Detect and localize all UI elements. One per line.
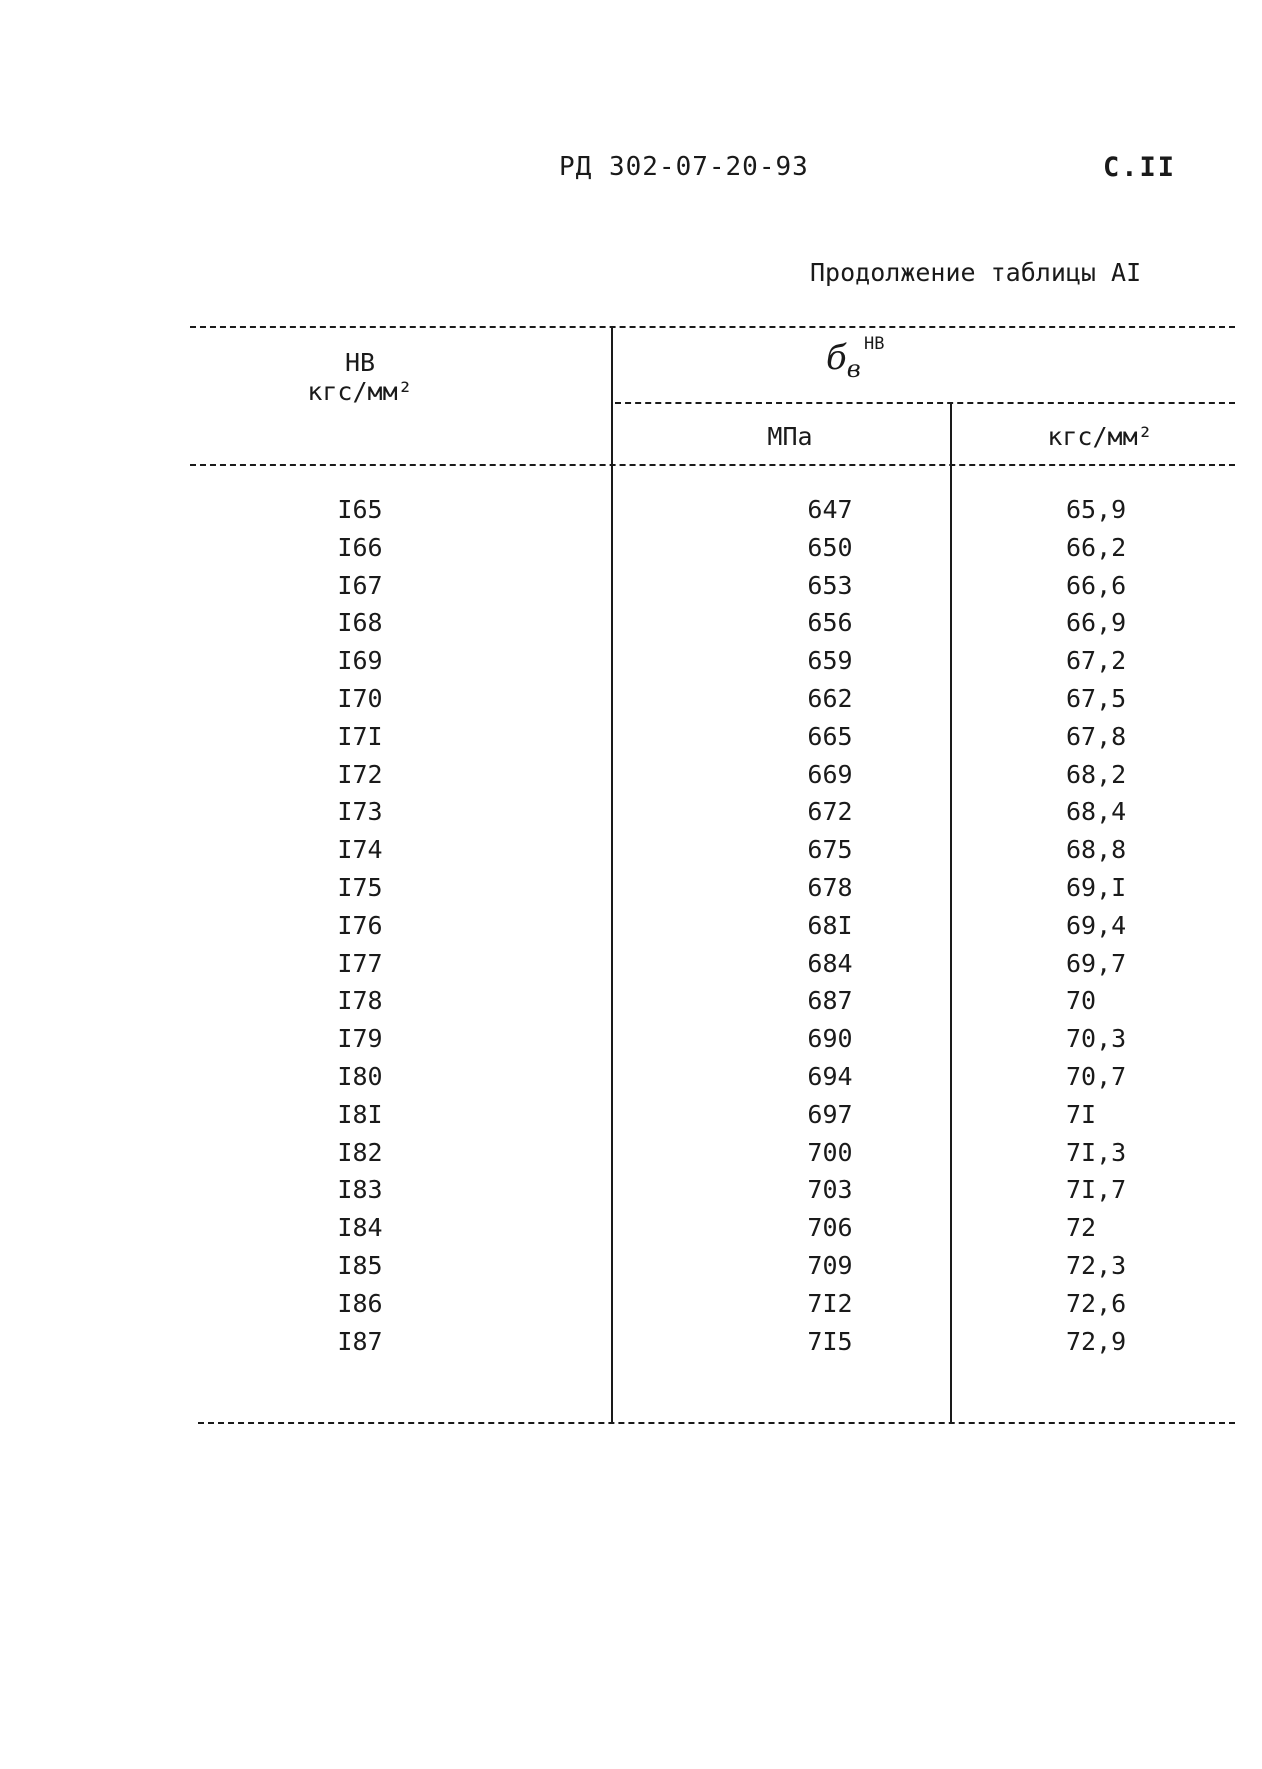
table-row xyxy=(190,797,1235,835)
col-hb-unit: кгс/мм² xyxy=(307,377,413,406)
table-bottom-rule xyxy=(198,1422,1235,1424)
table-row xyxy=(190,1289,1235,1327)
cell-kgf: 70,7 xyxy=(1066,1061,1127,1091)
page-number: С.II xyxy=(1103,152,1177,183)
cell-hb: I79 xyxy=(337,1024,383,1054)
cell-mpa: 675 xyxy=(807,835,853,865)
cell-hb: I77 xyxy=(337,948,383,978)
cell-hb: I82 xyxy=(337,1137,383,1167)
cell-kgf: 69,I xyxy=(1066,872,1127,902)
cell-kgf: 69,7 xyxy=(1066,948,1127,978)
cell-mpa: 703 xyxy=(807,1175,853,1205)
cell-hb: I86 xyxy=(337,1288,383,1318)
cell-mpa: 706 xyxy=(807,1213,853,1243)
cell-mpa: 7I2 xyxy=(807,1288,853,1318)
cell-hb: I66 xyxy=(337,532,383,562)
cell-hb: I83 xyxy=(337,1175,383,1205)
cell-mpa: 669 xyxy=(807,759,853,789)
cell-kgf: 67,8 xyxy=(1066,721,1127,751)
cell-mpa: 656 xyxy=(807,608,853,638)
cell-hb: I70 xyxy=(337,683,383,713)
cell-kgf: 65,9 xyxy=(1066,495,1127,524)
cell-kgf: 68,8 xyxy=(1066,835,1127,865)
cell-hb: I73 xyxy=(337,797,383,827)
sigma-symbol: $б_в$ xyxy=(826,338,861,383)
table-row xyxy=(190,608,1235,646)
table-row xyxy=(190,571,1235,609)
cell-mpa: 665 xyxy=(807,721,853,751)
cell-kgf: 68,4 xyxy=(1066,797,1127,827)
table-row xyxy=(190,1100,1235,1138)
col-mpa-header: МПа xyxy=(767,422,813,451)
table-row xyxy=(190,646,1235,684)
table-row xyxy=(190,873,1235,911)
table-row xyxy=(190,949,1235,987)
cell-mpa: 697 xyxy=(807,1099,853,1129)
cell-kgf: 7I,7 xyxy=(1066,1175,1127,1205)
cell-kgf: 72,9 xyxy=(1066,1326,1127,1356)
cell-hb: I80 xyxy=(337,1061,383,1091)
cell-mpa: 68I xyxy=(807,910,853,940)
cell-hb: I84 xyxy=(337,1213,383,1243)
cell-mpa: 672 xyxy=(807,797,853,827)
document-code: РД 302-07-20-93 xyxy=(559,152,809,182)
cell-hb: I78 xyxy=(337,986,383,1016)
cell-kgf: 7I,3 xyxy=(1066,1137,1127,1167)
cell-mpa: 662 xyxy=(807,683,853,713)
cell-hb: I7I xyxy=(337,721,383,751)
table-row xyxy=(190,495,1235,533)
col-hb-header xyxy=(300,348,420,406)
table-row xyxy=(190,1138,1235,1176)
cell-kgf: 67,2 xyxy=(1066,646,1127,676)
table-row xyxy=(190,684,1235,722)
cell-hb: I75 xyxy=(337,872,383,902)
table-top-rule xyxy=(190,326,1235,328)
col-hb-name: НВ xyxy=(344,348,376,377)
table-row xyxy=(190,722,1235,760)
table-row xyxy=(190,760,1235,798)
cell-kgf: 66,6 xyxy=(1066,570,1127,600)
sigma-superscript: НВ xyxy=(864,334,885,354)
cell-hb: I72 xyxy=(337,759,383,789)
cell-kgf: 70,3 xyxy=(1066,1024,1127,1054)
cell-mpa: 690 xyxy=(807,1024,853,1054)
cell-hb: I85 xyxy=(337,1250,383,1280)
cell-mpa: 647 xyxy=(807,495,853,524)
cell-kgf: 69,4 xyxy=(1066,910,1127,940)
cell-hb: I87 xyxy=(337,1326,383,1356)
cell-kgf: 72 xyxy=(1066,1213,1097,1243)
cell-kgf: 70 xyxy=(1066,986,1097,1016)
table-caption: Продолжение таблицы АI xyxy=(810,258,1142,287)
cell-hb: I69 xyxy=(337,646,383,676)
cell-mpa: 653 xyxy=(807,570,853,600)
table-row xyxy=(190,835,1235,873)
cell-mpa: 650 xyxy=(807,532,853,562)
table-row xyxy=(190,1062,1235,1100)
cell-kgf: 7I xyxy=(1066,1099,1097,1129)
cell-hb: I8I xyxy=(337,1099,383,1129)
cell-kgf: 67,5 xyxy=(1066,683,1127,713)
cell-mpa: 709 xyxy=(807,1250,853,1280)
cell-mpa: 659 xyxy=(807,646,853,676)
table-body xyxy=(190,495,1235,1364)
cell-hb: I68 xyxy=(337,608,383,638)
table-row xyxy=(190,1024,1235,1062)
header-bottom-rule xyxy=(190,464,1235,466)
cell-kgf: 68,2 xyxy=(1066,759,1127,789)
table-row xyxy=(190,1251,1235,1289)
cell-hb: I65 xyxy=(337,495,383,524)
cell-kgf: 72,3 xyxy=(1066,1250,1127,1280)
cell-mpa: 694 xyxy=(807,1061,853,1091)
cell-mpa: 684 xyxy=(807,948,853,978)
cell-hb: I76 xyxy=(337,910,383,940)
subheader-rule xyxy=(615,402,1235,404)
col-kgf-header: кгс/мм² xyxy=(1047,422,1153,451)
cell-mpa: 700 xyxy=(807,1137,853,1167)
cell-mpa: 7I5 xyxy=(807,1326,853,1356)
cell-hb: I74 xyxy=(337,835,383,865)
cell-kgf: 66,9 xyxy=(1066,608,1127,638)
cell-kgf: 72,6 xyxy=(1066,1288,1127,1318)
table-row xyxy=(190,533,1235,571)
table-row xyxy=(190,986,1235,1024)
cell-hb: I67 xyxy=(337,570,383,600)
table-row xyxy=(190,1327,1235,1365)
table-row xyxy=(190,911,1235,949)
cell-kgf: 66,2 xyxy=(1066,532,1127,562)
cell-mpa: 687 xyxy=(807,986,853,1016)
cell-mpa: 678 xyxy=(807,872,853,902)
table-row xyxy=(190,1213,1235,1251)
table-row xyxy=(190,1175,1235,1213)
